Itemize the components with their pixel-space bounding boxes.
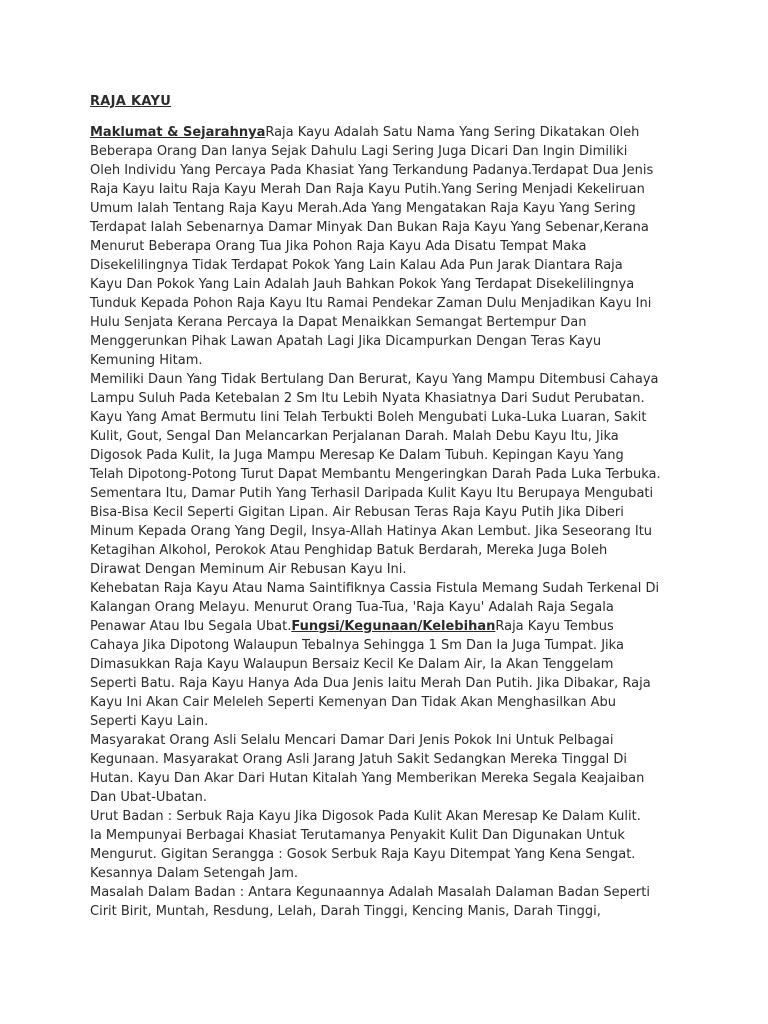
- text-line: Memiliki Daun Yang Tidak Bertulang Dan Berurat, Kayu Yang Mampu Ditembusi Cahaya: [90, 372, 659, 387]
- text-line: Raja Kayu Iaitu Raja Kayu Merah Dan Raja Kayu Putih.Yang Sering Menjadi Kekeliruan: [90, 182, 645, 197]
- text-line: Kesannya Dalam Setengah Jam.: [90, 866, 299, 881]
- text-line: Umum Ialah Tentang Raja Kayu Merah.Ada Yang Mengatakan Raja Kayu Yang Sering: [90, 201, 636, 216]
- text-line: Kayu Yang Amat Bermutu Iini Telah Terbukti Boleh Mengubati Luka-Luka Luaran, Sakit: [90, 410, 647, 425]
- text-line: Ketagihan Alkohol, Perokok Atau Penghidap Batuk Berdarah, Mereka Juga Boleh: [90, 543, 608, 558]
- text-line: Lampu Suluh Pada Ketebalan 2 Sm Itu Lebih Nyata Khasiatnya Dari Sudut Perubatan.: [90, 391, 645, 406]
- text-span: Penawar Atau Ibu Segala Ubat.: [90, 619, 292, 634]
- section-heading-history: Maklumat & Sejarahnya: [90, 125, 266, 140]
- text-line: Urut Badan : Serbuk Raja Kayu Jika Digosok Pada Kulit Akan Meresap Ke Dalam Kulit.: [90, 809, 641, 824]
- text-line: Cirit Birit, Muntah, Resdung, Lelah, Darah Tinggi, Kencing Manis, Darah Tinggi,: [90, 904, 601, 919]
- text-line: Dimasukkan Raja Kayu Walaupun Bersaiz Kecil Ke Dalam Air, Ia Akan Tenggelam: [90, 657, 614, 672]
- text-line: [90, 123, 690, 142]
- text-line: Oleh Individu Yang Percaya Pada Khasiat Yang Terkandung Padanya.Terdapat Dua Jenis: [90, 163, 654, 178]
- text-line: Kemuning Hitam.: [90, 353, 203, 368]
- text-line: Dirawat Dengan Meminum Air Rebusan Kayu Ini.: [90, 562, 407, 577]
- section-heading-functions: Fungsi/Kegunaan/Kelebihan: [291, 619, 496, 634]
- text-line: Masyarakat Orang Asli Selalu Mencari Damar Dari Jenis Pokok Ini Untuk Pelbagai: [90, 733, 614, 748]
- text-line: Telah Dipotong-Potong Turut Dapat Membantu Mengeringkan Darah Pada Luka Terbuka.: [90, 467, 661, 482]
- text-line: Bisa-Bisa Kecil Seperti Gigitan Lipan. Air Rebusan Teras Raja Kayu Putih Jika Diberi: [90, 505, 624, 520]
- text-line: Kalangan Orang Melayu. Menurut Orang Tua-Tua, 'Raja Kayu' Adalah Raja Segala: [90, 600, 614, 615]
- text-line: Kegunaan. Masyarakat Orang Asli Jarang Jatuh Sakit Sedangkan Mereka Tinggal Di: [90, 752, 627, 767]
- text-line: Dan Ubat-Ubatan.: [90, 790, 208, 805]
- text-line: Hutan. Kayu Dan Akar Dari Hutan Kitalah Yang Memberikan Mereka Segala Keajaiban: [90, 771, 645, 786]
- text-span: Raja Kayu Tembus: [495, 619, 614, 634]
- text-line: Tunduk Kepada Pohon Raja Kayu Itu Ramai Pendekar Zaman Dulu Menjadikan Kayu Ini: [90, 296, 652, 311]
- text-line: Kulit, Gout, Sengal Dan Melancarkan Perjalanan Darah. Malah Debu Kayu Itu, Jika: [90, 429, 619, 444]
- text-line: Hulu Senjata Kerana Percaya Ia Dapat Menaikkan Semangat Bertempur Dan: [90, 315, 587, 330]
- document-title: RAJA KAYU: [90, 94, 172, 109]
- text-line: Terdapat Ialah Sebenarnya Damar Minyak Dan Bukan Raja Kayu Yang Sebenar,Kerana: [90, 220, 649, 235]
- text-line: Sementara Itu, Damar Putih Yang Terhasil Daripada Kulit Kayu Itu Berupaya Mengubati: [90, 486, 654, 501]
- text-span: Raja Kayu Adalah Satu Nama Yang Sering Dikatakan Oleh: [265, 125, 640, 140]
- document-page: [90, 92, 690, 921]
- text-line: Masalah Dalam Badan : Antara Kegunaannya Adalah Masalah Dalaman Badan Seperti: [90, 885, 650, 900]
- text-line: Ia Mempunyai Berbagai Khasiat Terutamanya Penyakit Kulit Dan Digunakan Untuk: [90, 828, 625, 843]
- text-line: Kayu Ini Akan Cair Meleleh Seperti Kemenyan Dan Tidak Akan Menghasilkan Abu: [90, 695, 616, 710]
- text-line: Digosok Pada Kulit, Ia Juga Mampu Meresap Ke Dalam Tubuh. Kepingan Kayu Yang: [90, 448, 624, 463]
- text-line: Mengurut. Gigitan Serangga : Gosok Serbuk Raja Kayu Ditempat Yang Kena Sengat.: [90, 847, 636, 862]
- text-line: Kehebatan Raja Kayu Atau Nama Saintifiknya Cassia Fistula Memang Sudah Terkenal Di: [90, 581, 660, 596]
- text-line: [90, 617, 690, 636]
- text-line: Disekelilingnya Tidak Terdapat Pokok Yang Lain Kalau Ada Pun Jarak Diantara Raja: [90, 258, 623, 273]
- text-line: Beberapa Orang Dan Ianya Sejak Dahulu Lagi Sering Juga Dicari Dan Ingin Dimiliki: [90, 144, 628, 159]
- text-line: Cahaya Jika Dipotong Walaupun Tebalnya Sehingga 1 Sm Dan Ia Juga Tumpat. Jika: [90, 638, 624, 653]
- text-line: Kayu Dan Pokok Yang Lain Adalah Jauh Bahkan Pokok Yang Terdapat Disekelilingnya: [90, 277, 635, 292]
- text-line: Menggerunkan Pihak Lawan Apatah Lagi Jika Dicampurkan Dengan Teras Kayu: [90, 334, 602, 349]
- text-line: Seperti Batu. Raja Kayu Hanya Ada Dua Jenis Iaitu Merah Dan Putih. Jika Dibakar, Raja: [90, 676, 651, 691]
- text-line: Menurut Beberapa Orang Tua Jika Pohon Raja Kayu Ada Disatu Tempat Maka: [90, 239, 587, 254]
- text-line: Seperti Kayu Lain.: [90, 714, 209, 729]
- text-line: Minum Kepada Orang Yang Degil, Insya-Allah Hatinya Akan Lembut. Jika Seseorang Itu: [90, 524, 653, 539]
